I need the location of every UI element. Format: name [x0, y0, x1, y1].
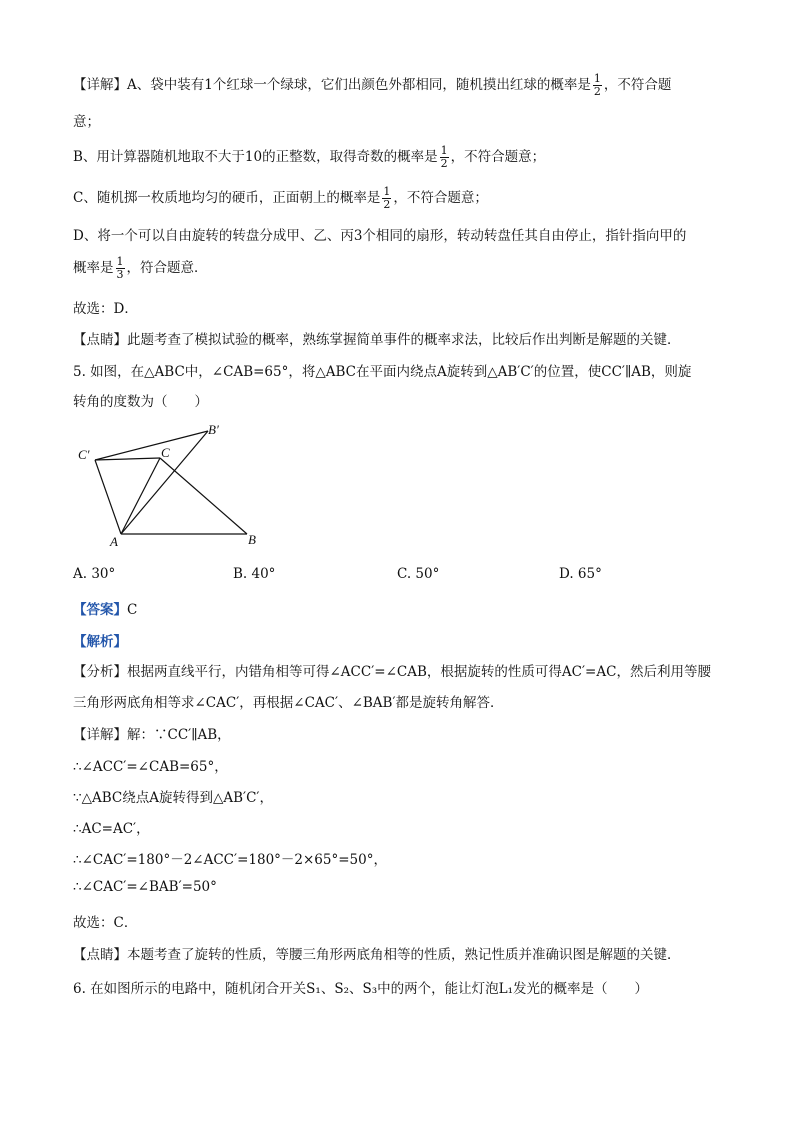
- solution-line-3: ∵△ABC绕点A旋转得到△AB′C′，: [73, 790, 273, 806]
- solution-line-2: ∴∠ACC′=∠CAB=65°，: [73, 759, 228, 775]
- detail-d-text-end: ，符合题意．: [126, 260, 208, 276]
- detail-d-text: 概率是: [73, 260, 114, 276]
- fraction-one-third: $\frac{1}{3}$: [116, 255, 124, 281]
- segment-c-prime-c: [95, 458, 160, 460]
- fraction-one-half-b: $\frac{1}{2}$: [440, 144, 448, 170]
- option-d: D. 65°: [559, 566, 602, 582]
- solution-line-1: 【详解】解：∵CC′∥AB，: [73, 727, 231, 743]
- solution-line-6: ∴∠CAC′=∠BAB′=50°: [73, 879, 217, 895]
- segment-c-a: [121, 458, 160, 534]
- option-c: C. 50°: [397, 566, 440, 582]
- question-5-line-1: 5. 如图，在△ABC中，∠CAB=65°，将△ABC在平面内绕点A旋转到△AB′C′的位置，使CC′∥AB，则旋: [73, 364, 692, 380]
- comment-1: 【点睛】此题考查了模拟试验的概率，熟练掌握简单事件的概率求法，比较后作出判断是解题的关键．: [73, 332, 681, 348]
- choose-d: 故选：D．: [73, 301, 138, 317]
- label-b: B: [248, 532, 256, 547]
- detail-a-line: [73, 73, 671, 98]
- solution-line-7: 故选：C．: [73, 915, 138, 931]
- option-a: A. 30°: [73, 566, 116, 582]
- detail-a-text: 【详解】A、袋中装有1个红球一个绿球，它们出颜色外都相同，随机摸出红球的概率是: [73, 77, 591, 93]
- detail-c-line: [73, 186, 488, 211]
- option-b: B. 40°: [233, 566, 276, 582]
- detail-c-text-end: ，不符合题意；: [393, 190, 488, 206]
- question-6: 6. 在如图所示的电路中，随机闭合开关S₁、S₂、S₃中的两个，能让灯泡L₁发光的概率是（ ）: [73, 981, 649, 997]
- detail-b-text-end: ，不符合题意；: [450, 149, 546, 165]
- answer-label: 【答案】: [73, 602, 127, 618]
- question-5-line-2: 转角的度数为（ ）: [73, 394, 208, 410]
- solution-line-5: ∴∠CAC′=180°－2∠ACC′=180°－2×65°=50°，: [73, 852, 387, 868]
- detail-a-text-end: ，不符合题: [603, 77, 672, 93]
- analysis-line-1: 【分析】根据两直线平行，内错角相等可得∠ACC′=∠CAB，根据旋转的性质可得AC′=AC，然后利用等腰: [73, 664, 711, 680]
- segment-c-b: [160, 458, 247, 534]
- answer-value: C: [127, 602, 138, 618]
- rotation-figure: [72, 418, 272, 554]
- detail-d-line: D、将一个可以自由旋转的转盘分成甲、乙、丙3个相同的扇形，转动转盘任其自由停止，指针指向甲的: [73, 228, 687, 244]
- detail-c-text: C、随机掷一枚质地均匀的硬币，正面朝上的概率是: [73, 190, 381, 206]
- label-a: A: [110, 534, 118, 549]
- detail-b-line: [73, 145, 545, 170]
- comment-2: 【点睛】本题考查了旋转的性质，等腰三角形两底角相等的性质，熟记性质并准确识图是解题的关键．: [73, 947, 681, 963]
- segment-c-prime-b-prime: [95, 431, 208, 460]
- fraction-one-half-c: $\frac{1}{2}$: [383, 185, 391, 211]
- label-b-prime: B′: [208, 422, 219, 437]
- analysis-line-2: 三角形两底角相等求∠CAC′，再根据∠CAC′、∠BAB′都是旋转角解答．: [73, 695, 504, 711]
- detail-a-line-2: 意；: [73, 114, 100, 130]
- segment-c-prime-a: [95, 460, 121, 534]
- detail-d-line-2: [73, 256, 208, 281]
- detail-b-text: B、用计算器随机地取不大于10的正整数，取得奇数的概率是: [73, 149, 438, 165]
- label-c: C: [161, 445, 170, 460]
- fraction-one-half-a: $\frac{1}{2}$: [593, 72, 601, 98]
- analysis-heading: 【解析】: [73, 634, 127, 650]
- solution-line-4: ∴AC=AC′，: [73, 821, 150, 837]
- label-c-prime: C′: [78, 447, 90, 462]
- answer-line: [73, 598, 137, 618]
